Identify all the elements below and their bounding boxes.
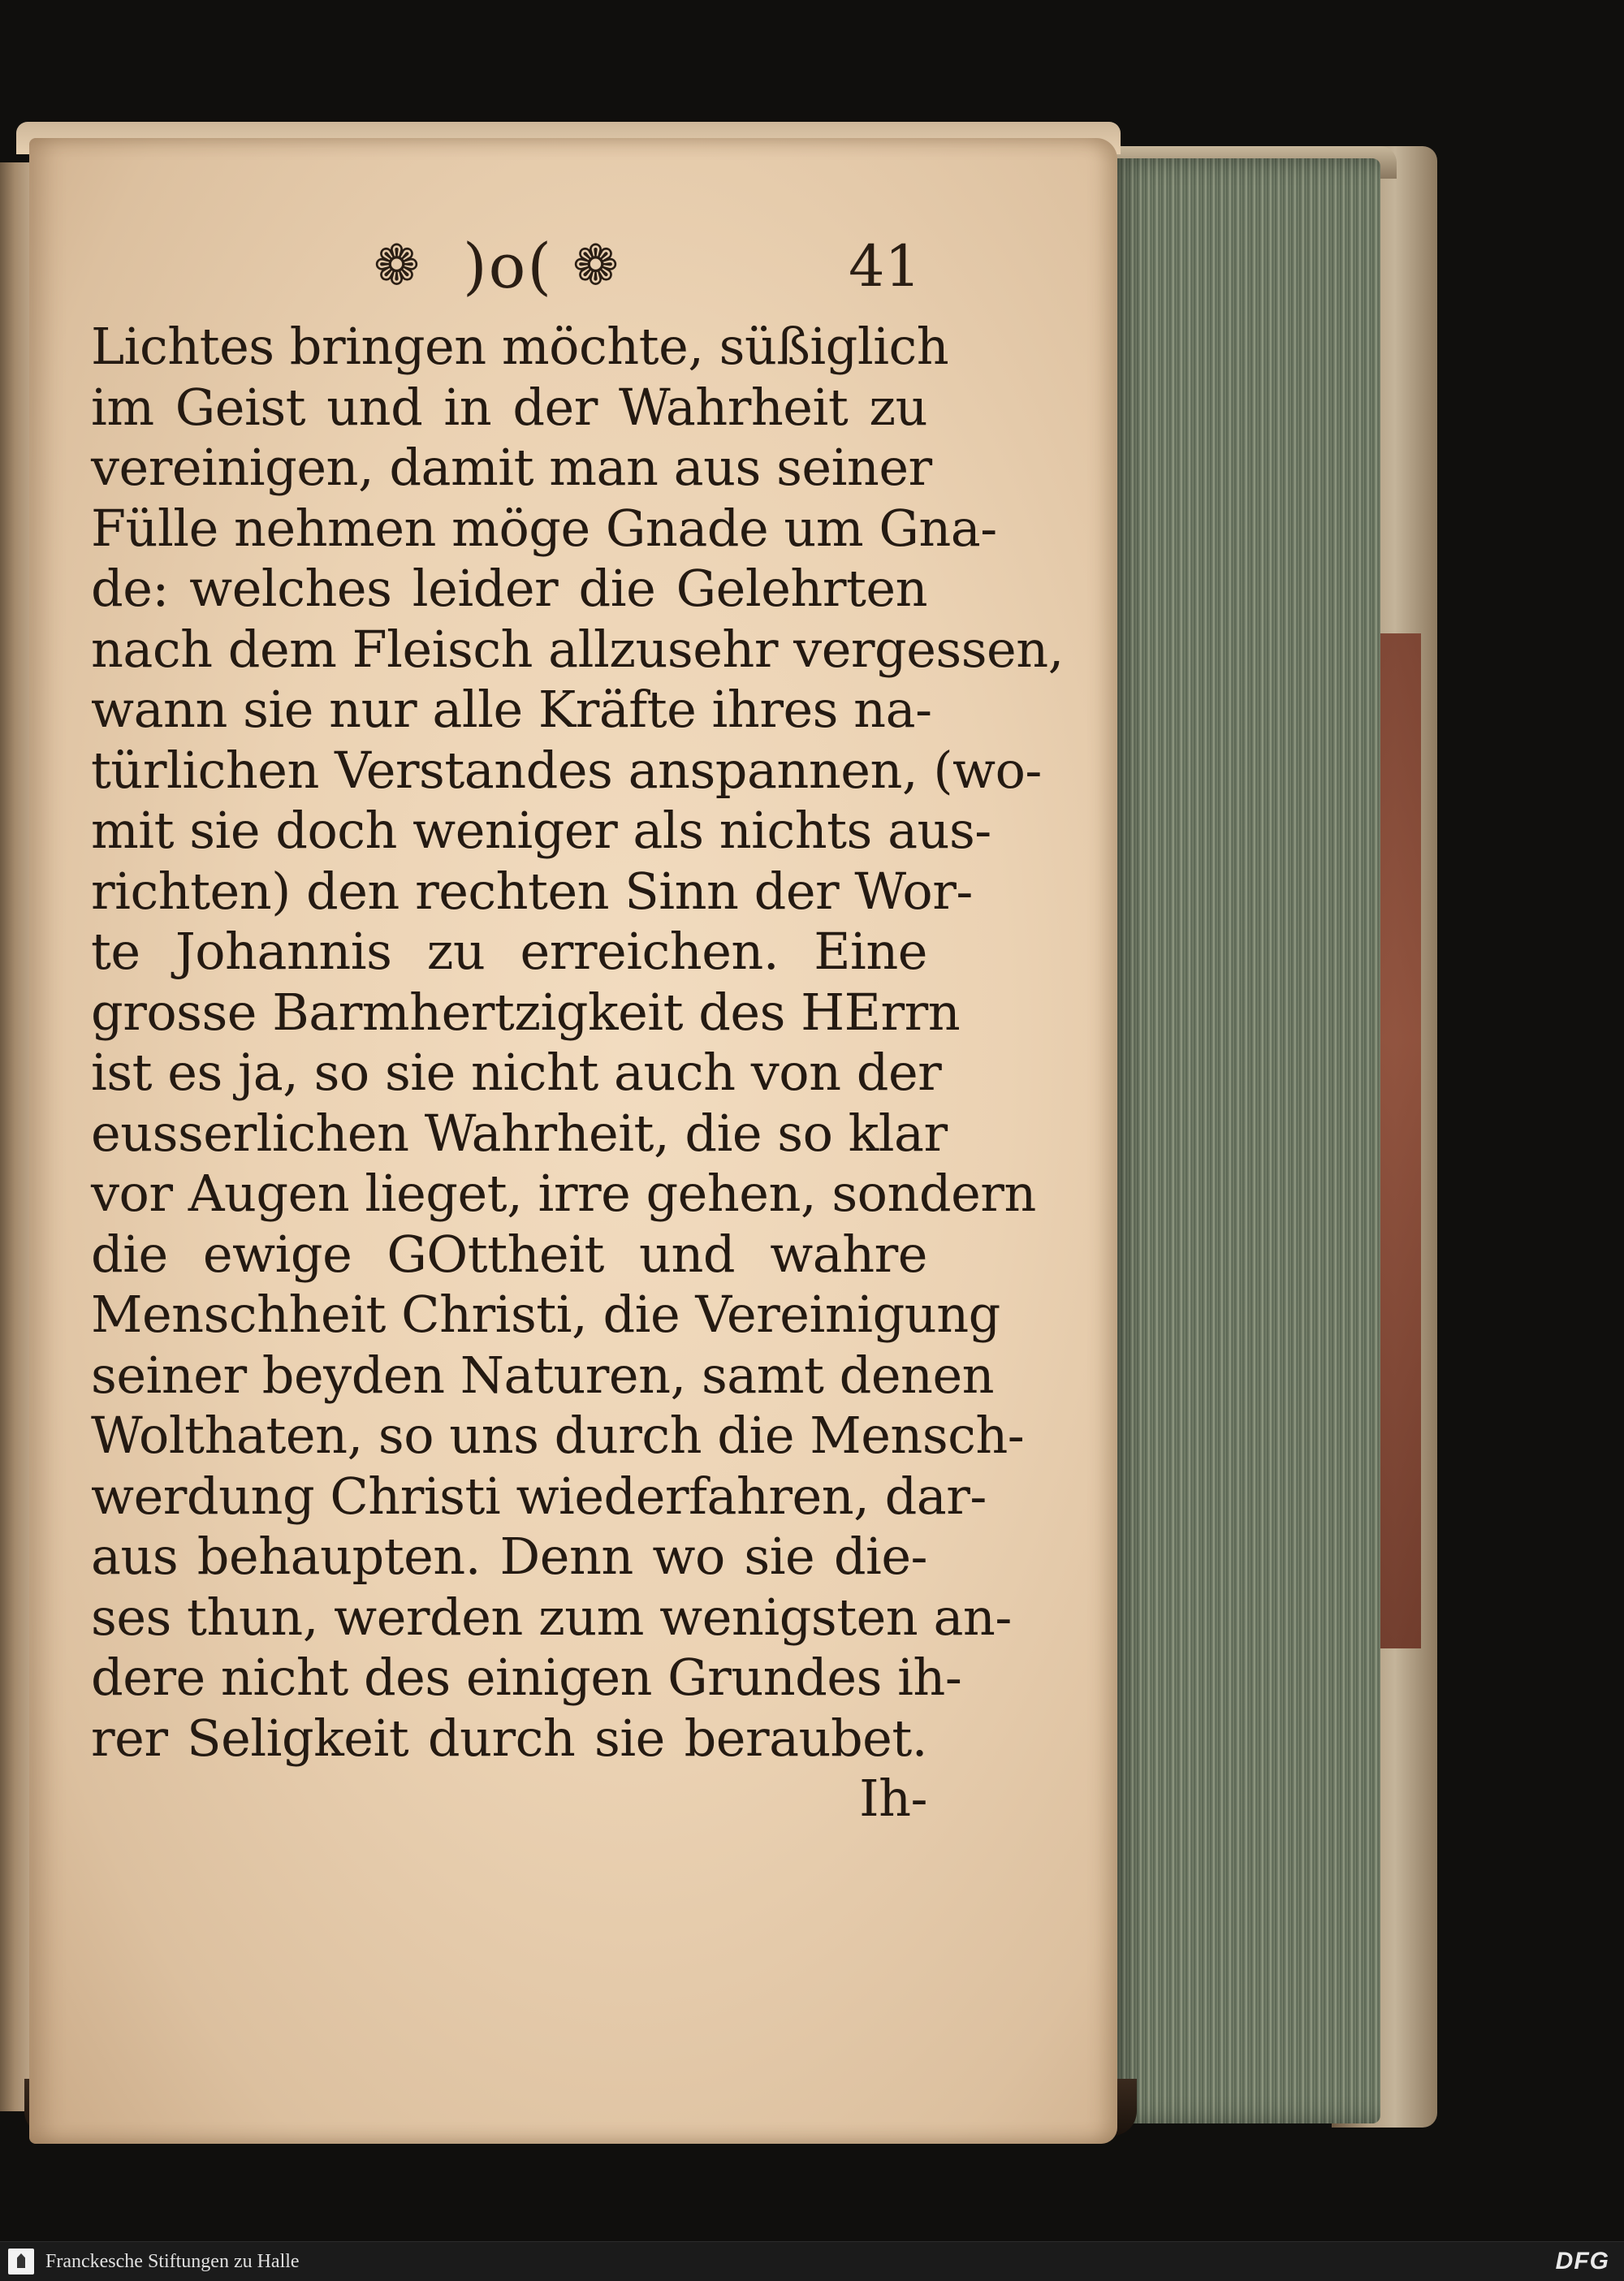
ornament-middle: )o( (463, 230, 554, 302)
text-line: te Johannis zu erreichen. Eine (91, 922, 927, 981)
text-line: richten) den rechten Sinn der Wor- (91, 861, 973, 921)
page-header (365, 226, 1015, 315)
ornament-left-icon: ❁ (374, 234, 420, 298)
text-line: türlichen Verstandes anspannen, (wo- (91, 740, 1042, 800)
text-line: Lichtes bringen möchte, süßiglich (91, 317, 949, 376)
page-number: 41 (849, 233, 922, 300)
text-line: seiner beyden Naturen, samt denen (91, 1345, 995, 1405)
text-line: rer Seligkeit durch sie beraubet. (91, 1708, 927, 1768)
text-line: grosse Barmhertzigkeit des HErrn (91, 982, 961, 1042)
catchword: Ih- (859, 1769, 927, 1828)
text-line: wann sie nur alle Kräfte ihres na- (91, 680, 932, 739)
text-line: de: welches leider die Gelehrten (91, 559, 927, 618)
text-line: vor Augen lieget, irre gehen, sondern (91, 1164, 1036, 1223)
text-line: Menschheit Christi, die Vereinigung (91, 1285, 1000, 1344)
text-line: ses thun, werden zum wenigsten an- (91, 1587, 1012, 1647)
text-line: vereinigen, damit man aus seiner (91, 438, 932, 497)
text-line: die ewige GOttheit und wahre (91, 1224, 927, 1284)
text-line: eusserlichen Wahrheit, die so klar (91, 1103, 948, 1163)
text-line: im Geist und in der Wahrheit zu (91, 377, 927, 437)
institution-logo-icon[interactable] (8, 2249, 34, 2275)
viewer-footer (0, 2241, 1624, 2281)
text-line: Fülle nehmen möge Gnade um Gna- (91, 498, 997, 558)
text-line: ist es ja, so sie nicht auch von der (91, 1043, 942, 1102)
page-edges (1104, 158, 1380, 2123)
text-line: aus behaupten. Denn wo sie die- (91, 1527, 927, 1586)
dfg-logo[interactable]: DFG (1555, 2248, 1609, 2275)
text-line: dere nicht des einigen Grundes ih- (91, 1648, 962, 1707)
institution-name[interactable]: Franckesche Stiftungen zu Halle (45, 2251, 300, 2272)
text-line: werdung Christi wiederfahren, dar- (91, 1466, 987, 1526)
ornament-right-icon: ❁ (572, 234, 619, 298)
text-line: nach dem Fleisch allzusehr vergessen, (91, 619, 1064, 679)
text-line: Wolthaten, so uns durch die Mensch- (91, 1406, 1025, 1465)
body-text (91, 317, 1064, 1830)
text-line: mit sie doch weniger als nichts aus- (91, 801, 991, 860)
